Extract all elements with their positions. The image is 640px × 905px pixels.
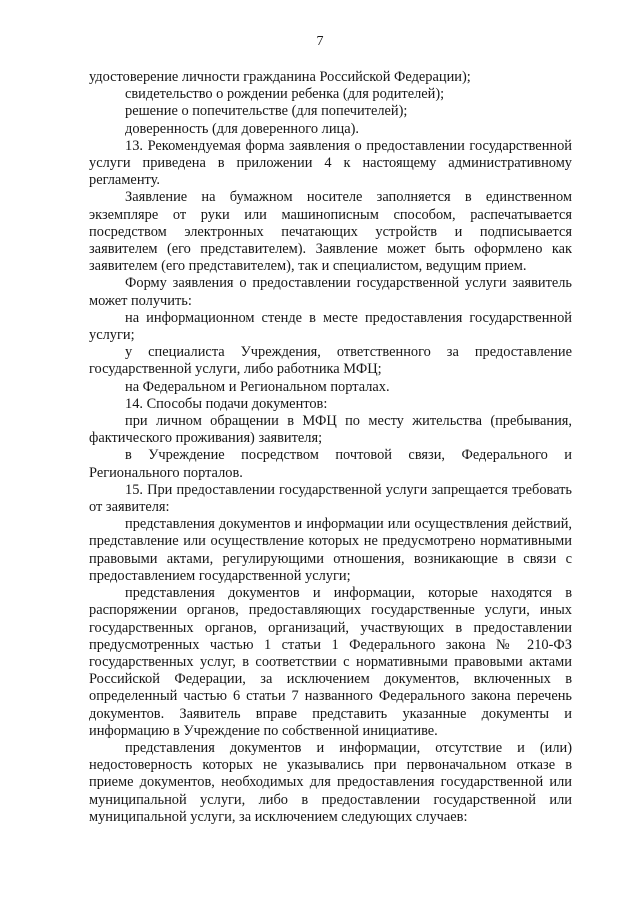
paragraph: решение о попечительстве (для попечителей); [125,103,408,120]
paragraph: Заявление на бумажном носителе заполняется в единственном экземпляре от руки или машинописным способом, распечатывается посредством электронных печатающих устройств и подписывается заявителем (его представителем). Заявление может быть оформлено как заявителем (его представителем), так и специалистом, ведущим прием. [89,189,572,275]
paragraph: 15. При предоставлении государственной услуги запрещается требовать от заявителя: [89,481,572,516]
paragraph: удостоверение личности гражданина Российской Федерации); [89,69,471,85]
paragraph: при личном обращении в МФЦ по месту жительства (пребывания, фактического проживания) заявителя; [89,413,572,447]
paragraph: представления документов и информации, отсутствие и (или) недостоверность которых не указывались при первоначальном отказе в приеме документов, необходимых для предоставления государственной или муниципальной услуги, либо в предоставлении государственной или муниципальной услуги, за исключением следующих случаев: [89,739,572,825]
paragraph: представления документов и информации или осуществления действий, представление или осуществление которых не предусмотрено нормативными правовыми актами, регулирующими отношения, возникающие в связи с предоставлением государственной услуги; [89,516,572,584]
paragraph: у специалиста Учреждения, ответственного за предоставление государственной услуги, либо работника МФЦ; [89,344,572,378]
paragraph: в Учреждение посредством почтовой связи, Федерального и Регионального порталов. [89,447,572,481]
paragraph: на информационном стенде в месте предоставления государственной услуги; [89,309,572,344]
paragraph: доверенность (для доверенного лица). [125,120,359,137]
paragraph: Форму заявления о предоставлении государственной услуги заявитель может получить: [89,275,572,309]
paragraph: 14. Способы подачи документов: [125,395,328,412]
paragraph: 13. Рекомендуемая форма заявления о предоставлении государственной услуги приведена в приложении 4 к настоящему административному регламенту. [89,137,572,189]
paragraph: на Федеральном и Региональном порталах. [125,378,390,395]
document-body [89,69,572,826]
page-number: 7 [316,34,324,49]
paragraph: свидетельство о рождении ребенка (для родителей); [125,86,445,103]
paragraph: представления документов и информации, которые находятся в распоряжении органов, предоставляющих государственные услуги, иных государственных органов, организаций, участвующих в предоставлении предусмотренных частью 1 статьи 1 Федерального закона № 210-ФЗ государственных услуг, в соответствии с нормативными правовыми актами Российской Федерации, за исключением документов, включенных в определенный частью 6 статьи 7 названного Федерального закона перечень документов. Заявитель вправе представить указанные документы и информацию в Учреждение по собственной инициативе. [89,585,572,739]
